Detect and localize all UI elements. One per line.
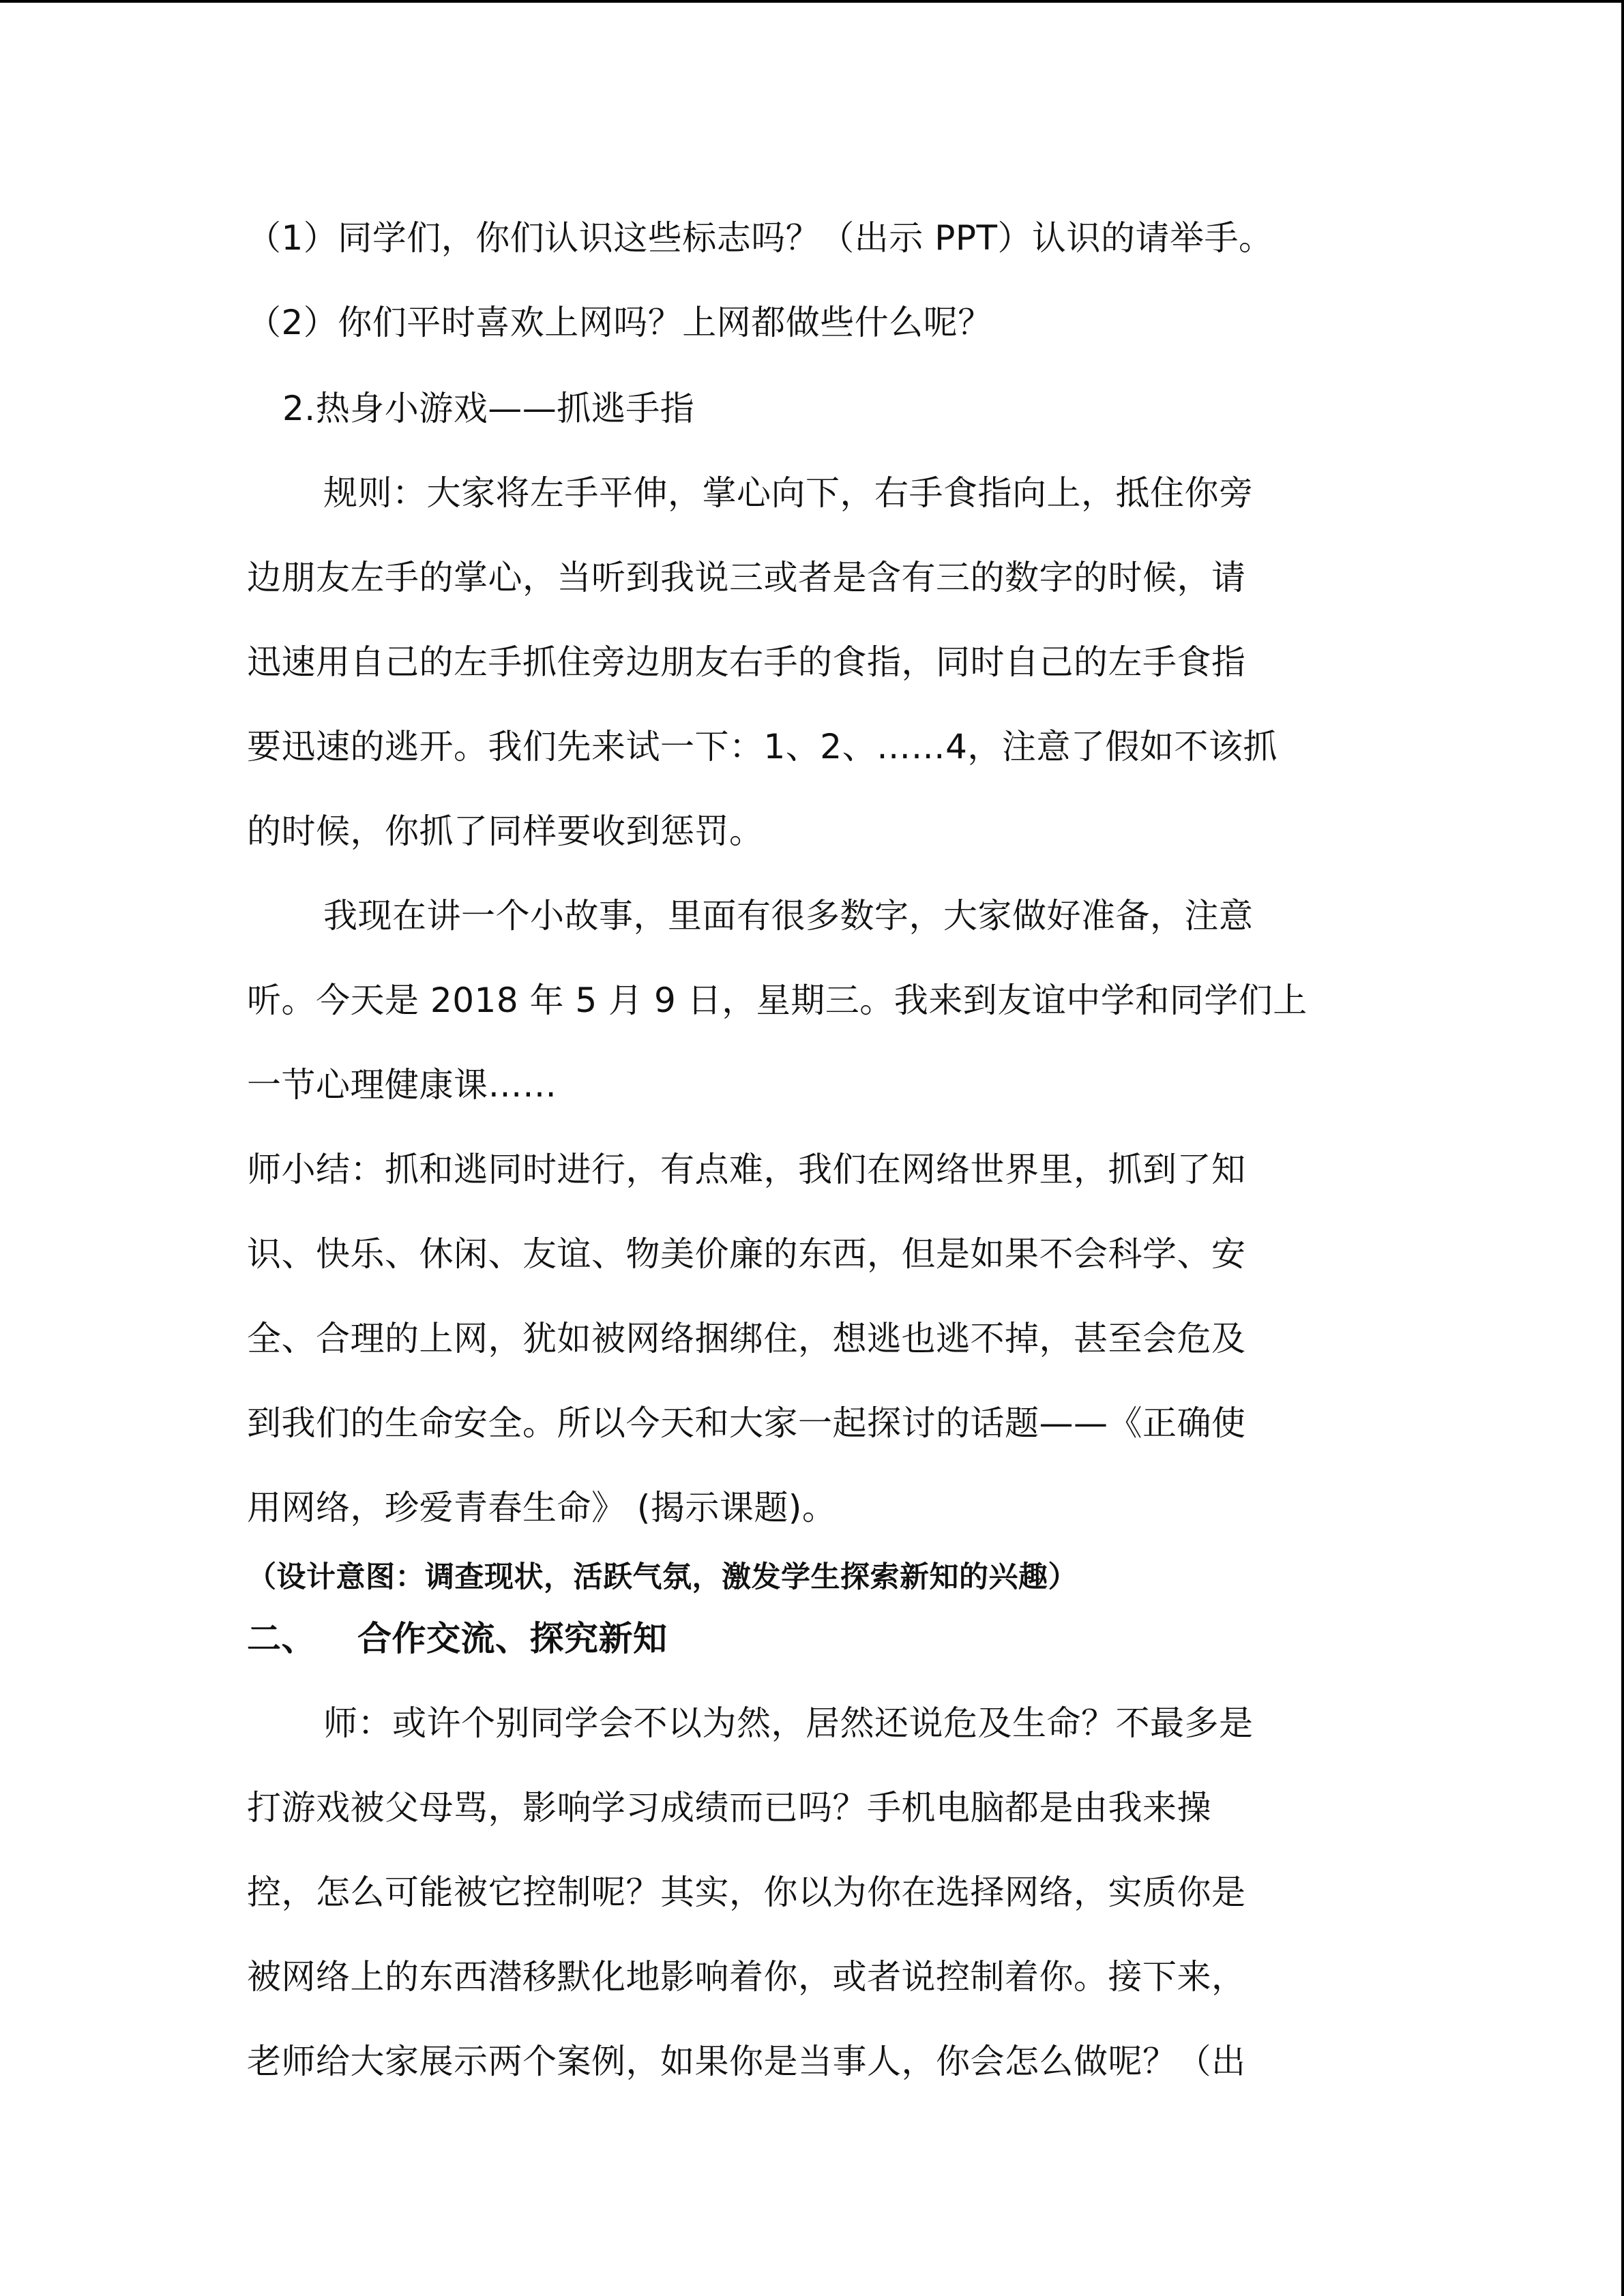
- paragraph-line: 到我们的生命安全。所以今天和大家一起探讨的话题——《正确使: [247, 1403, 1246, 1443]
- page-right-border: [1621, 0, 1624, 2296]
- paragraph-line: 规则：大家将左手平伸，掌心向下，右手食指向上，抵住你旁: [323, 473, 1254, 513]
- paragraph-line: 用网络，珍爱青春生命》 (揭示课题)。: [247, 1488, 837, 1527]
- paragraph-line: 识、快乐、休闲、友谊、物美价廉的东西，但是如果不会科学、安: [247, 1234, 1246, 1274]
- paragraph-line: 一节心理健康课……: [247, 1065, 557, 1105]
- paragraph-line: 打游戏被父母骂，影响学习成绩而已吗？手机电脑都是由我来操: [247, 1788, 1211, 1828]
- paragraph-line: 迅速用自己的左手抓住旁边朋友右手的食指，同时自己的左手食指: [247, 642, 1246, 682]
- paragraph-line: （2）你们平时喜欢上网吗？上网都做些什么呢？: [247, 303, 992, 342]
- paragraph-line: 我现在讲一个小故事，里面有很多数字，大家做好准备，注意: [323, 896, 1254, 936]
- paragraph-line: 边朋友左手的掌心，当听到我说三或者是含有三的数字的时候，请: [247, 558, 1246, 597]
- paragraph-line: 控，怎么可能被它控制呢？其实，你以为你在选择网络，实质你是: [247, 1873, 1246, 1912]
- paragraph-line: （1）同学们，你们认识这些标志吗？（出示 PPT）认识的请举手。: [247, 218, 1273, 258]
- section-number: 二、: [247, 1619, 316, 1658]
- paragraph-line: 师：或许个别同学会不以为然，居然还说危及生命？不最多是: [323, 1703, 1254, 1743]
- paragraph-line: 的时候，你抓了同样要收到惩罚。: [247, 811, 764, 851]
- subheading-warmup-game: 2.热身小游戏——抓逃手指: [282, 389, 695, 428]
- paragraph-line: 老师给大家展示两个案例，如果你是当事人，你会怎么做呢？（出: [247, 2042, 1246, 2081]
- section-title: 合作交流、探究新知: [357, 1619, 668, 1658]
- paragraph-line: 全、合理的上网，犹如被网络捆绑住，想逃也逃不掉，甚至会危及: [247, 1319, 1246, 1358]
- paragraph-line: 要迅速的逃开。我们先来试一下：1、2、……4，注意了假如不该抓: [247, 727, 1278, 766]
- paragraph-line: 被网络上的东西潜移默化地影响着你，或者说控制着你。接下来，: [247, 1957, 1246, 1997]
- design-intent-note: （设计意图：调查现状，活跃气氛，激发学生探索新知的兴趣）: [247, 1560, 1078, 1594]
- page-top-border: [0, 0, 1624, 3]
- section-heading-two: [247, 1617, 668, 1660]
- paragraph-line: 师小结：抓和逃同时进行，有点难，我们在网络世界里，抓到了知: [247, 1150, 1246, 1189]
- paragraph-line: 听。今天是 2018 年 5 月 9 日，星期三。我来到友谊中学和同学们上: [247, 981, 1308, 1020]
